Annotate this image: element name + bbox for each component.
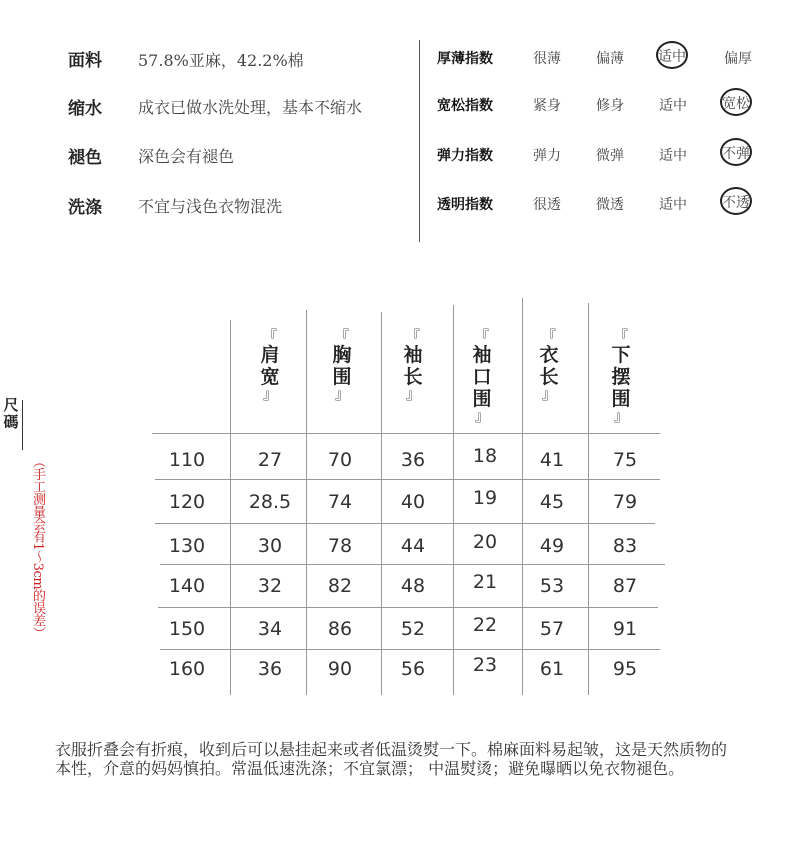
measure-cell: 22 <box>472 614 498 636</box>
divider-line <box>419 40 420 242</box>
measure-cell: 23 <box>472 654 498 676</box>
measure-cell: 53 <box>539 575 565 597</box>
header-length: 『 衣长 』 <box>539 329 559 403</box>
index-option: 适中 <box>659 148 687 164</box>
size-cell: 140 <box>168 575 206 597</box>
measure-cell: 36 <box>400 449 426 471</box>
measure-cell: 36 <box>257 658 283 680</box>
measure-cell: 87 <box>612 575 638 597</box>
measure-cell: 32 <box>257 575 283 597</box>
measure-cell: 44 <box>400 535 426 557</box>
index-option: 微透 <box>596 197 624 213</box>
index-label-fit: 宽松指数 <box>437 98 493 114</box>
table-row-line <box>155 479 660 480</box>
size-cell: 150 <box>168 618 206 640</box>
index-option: 适中 <box>659 197 687 213</box>
measure-cell: 91 <box>612 618 638 640</box>
measure-cell: 52 <box>400 618 426 640</box>
table-row-line <box>158 607 658 608</box>
measure-cell: 19 <box>472 487 498 509</box>
index-option: 弹力 <box>533 148 561 164</box>
measure-cell: 28.5 <box>248 491 292 513</box>
index-option: 偏厚 <box>724 51 752 67</box>
header-sleeve: 『 袖长 』 <box>403 329 423 403</box>
measure-cell: 49 <box>539 535 565 557</box>
measure-cell: 82 <box>327 575 353 597</box>
header-chest: 『 胸围 』 <box>332 329 352 403</box>
size-cell: 160 <box>168 658 206 680</box>
index-option: 紧身 <box>533 98 561 114</box>
measure-cell: 45 <box>539 491 565 513</box>
measure-cell: 61 <box>539 658 565 680</box>
measure-cell: 34 <box>257 618 283 640</box>
index-option: 偏薄 <box>596 51 624 67</box>
measurement-note: （手工测量会有1～3cm的误差） <box>30 455 45 640</box>
table-col-line <box>588 303 589 695</box>
prop-value-fade: 深色会有褪色 <box>138 147 235 166</box>
prop-label-fabric: 面料 <box>68 51 102 71</box>
index-option: 很透 <box>533 197 561 213</box>
index-option-selected: 适中 <box>656 41 688 69</box>
table-col-line <box>306 310 307 695</box>
prop-value-shrink: 成衣已做水洗处理，基本不缩水 <box>138 98 363 117</box>
table-row-line <box>152 433 660 434</box>
measure-cell: 18 <box>472 445 498 467</box>
table-col-line <box>453 305 454 695</box>
measure-cell: 21 <box>472 571 498 593</box>
index-option-selected: 不透 <box>720 187 752 215</box>
measure-cell: 48 <box>400 575 426 597</box>
table-col-line <box>381 312 382 695</box>
prop-label-fade: 褪色 <box>68 148 102 168</box>
measure-cell: 40 <box>400 491 426 513</box>
measure-cell: 90 <box>327 658 353 680</box>
measure-cell: 95 <box>612 658 638 680</box>
measure-cell: 30 <box>257 535 283 557</box>
index-option-selected: 不弹 <box>720 138 752 166</box>
size-cell: 130 <box>168 535 206 557</box>
table-row-line <box>160 564 665 565</box>
header-shoulder: 『 肩宽 』 <box>260 329 280 403</box>
header-hem: 『 下摆围 』 <box>611 329 631 425</box>
index-option: 适中 <box>659 98 687 114</box>
measure-cell: 78 <box>327 535 353 557</box>
prop-label-shrink: 缩水 <box>68 99 102 119</box>
measure-cell: 27 <box>257 449 283 471</box>
prop-value-fabric: 57.8%亚麻，42.2%棉 <box>138 51 304 70</box>
size-cell: 120 <box>168 491 206 513</box>
measure-cell: 70 <box>327 449 353 471</box>
table-row-line <box>160 649 660 650</box>
index-label-stretch: 弹力指数 <box>437 148 493 164</box>
measure-cell: 56 <box>400 658 426 680</box>
header-cuff: 『 袖口围 』 <box>472 329 492 425</box>
measure-cell: 83 <box>612 535 638 557</box>
index-label-transparency: 透明指数 <box>437 197 493 213</box>
measure-cell: 86 <box>327 618 353 640</box>
measure-cell: 79 <box>612 491 638 513</box>
size-table-title: 尺碼 <box>3 396 19 431</box>
measure-cell: 75 <box>612 449 638 471</box>
index-option: 修身 <box>596 98 624 114</box>
index-option-selected: 宽松 <box>720 88 752 116</box>
prop-value-wash: 不宜与浅色衣物混洗 <box>138 197 283 216</box>
index-option: 微弹 <box>596 148 624 164</box>
prop-label-wash: 洗涤 <box>68 198 102 218</box>
table-col-line <box>230 320 231 695</box>
table-row-line <box>155 523 655 524</box>
care-note: 衣服折叠会有折痕，收到后可以悬挂起来或者低温烫熨一下。棉麻面料易起皱，这是天然质物的本性，介意的妈妈慎拍。常温低速洗涤；不宜氯漂； 中温熨烫；避免曝晒以免衣物褪色。 <box>55 740 728 778</box>
measure-cell: 20 <box>472 531 498 553</box>
measure-cell: 74 <box>327 491 353 513</box>
index-label-thickness: 厚薄指数 <box>437 51 493 67</box>
side-title-line <box>22 400 23 450</box>
measure-cell: 41 <box>539 449 565 471</box>
measure-cell: 57 <box>539 618 565 640</box>
size-cell: 110 <box>168 449 206 471</box>
index-option: 很薄 <box>533 51 561 67</box>
